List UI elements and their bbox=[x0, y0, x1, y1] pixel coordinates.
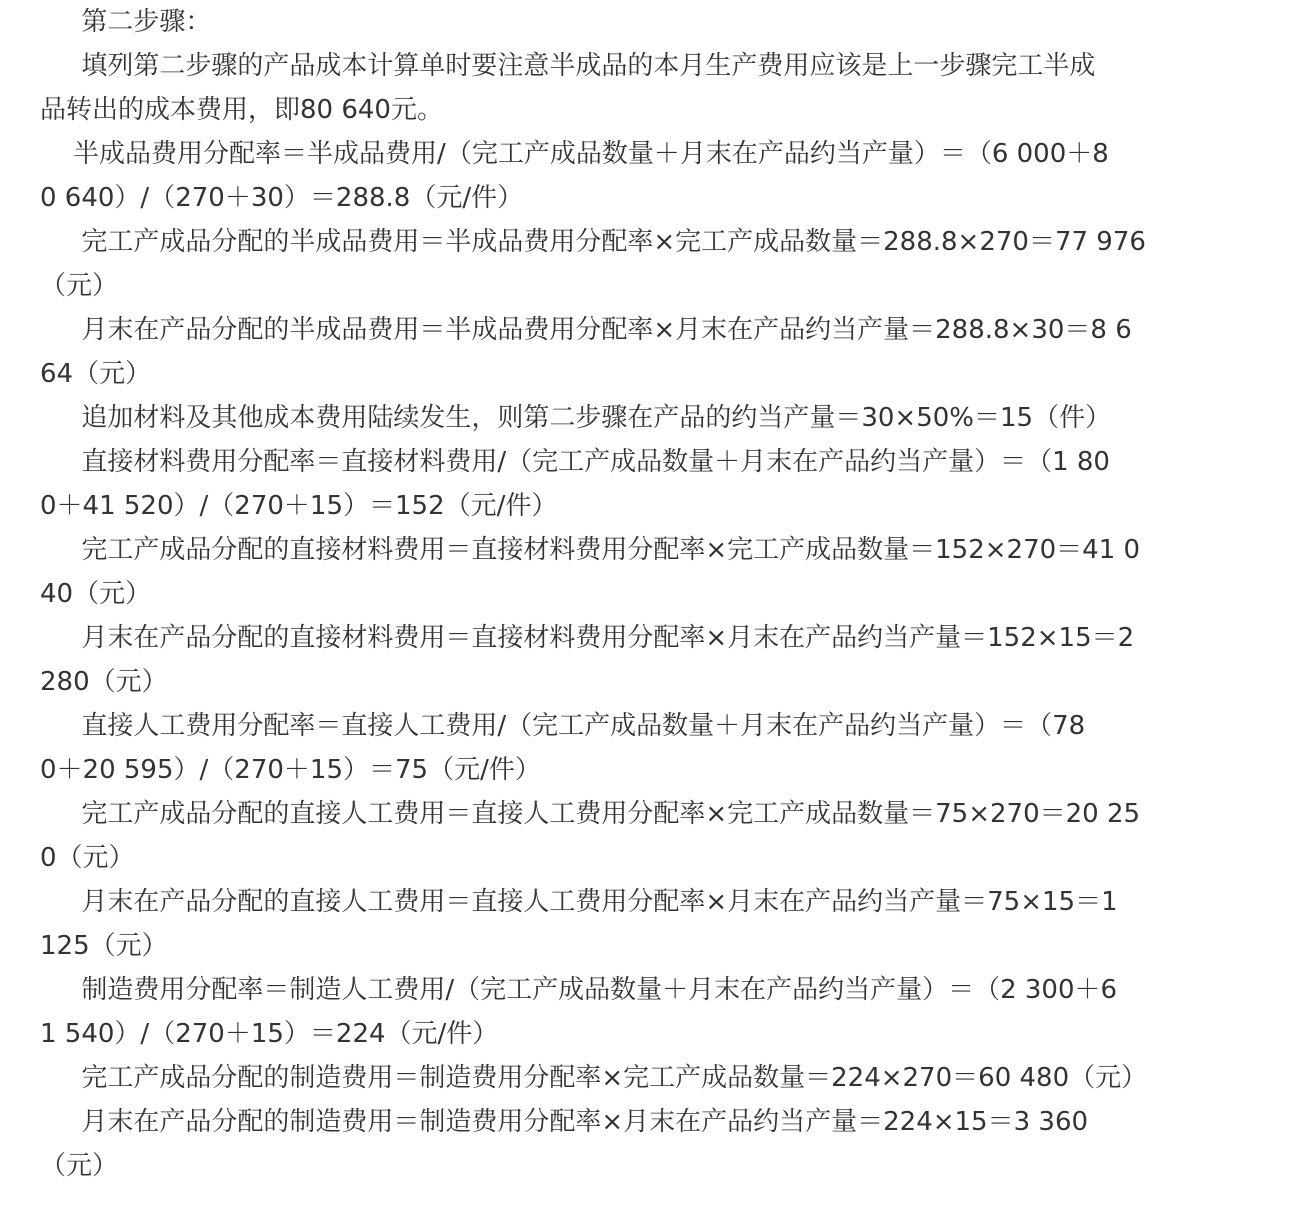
text-line: 第二步骤： bbox=[40, 7, 212, 37]
text-line: 1 540）/（270＋15）＝224（元/件） bbox=[40, 1019, 499, 1049]
text-line: 125（元） bbox=[40, 931, 168, 961]
text-line: 月末在产品分配的制造费用＝制造费用分配率×月末在产品约当产量＝224×15＝3 360 bbox=[40, 1107, 1089, 1137]
text-line: 完工产成品分配的半成品费用＝半成品费用分配率×完工产成品数量＝288.8×270＝77 976 bbox=[40, 227, 1146, 257]
text-line: 填列第二步骤的产品成本计算单时要注意半成品的本月生产费用应该是上一步骤完工半成 bbox=[40, 51, 1096, 81]
text-line: 完工产成品分配的制造费用＝制造费用分配率×完工产成品数量＝224×270＝60 480（元） bbox=[40, 1063, 1148, 1093]
text-line: 0 640）/（270＋30）＝288.8（元/件） bbox=[40, 183, 524, 213]
text-line: 追加材料及其他成本费用陆续发生，则第二步骤在产品的约当产量＝30×50%＝15（件） bbox=[40, 403, 1112, 433]
text-line: 直接人工费用分配率＝直接人工费用/（完工产成品数量＋月末在产品约当产量）＝（78 bbox=[40, 711, 1086, 741]
text-line: 月末在产品分配的直接材料费用＝直接材料费用分配率×月末在产品约当产量＝152×15＝2 bbox=[40, 623, 1135, 653]
text-line: 月末在产品分配的直接人工费用＝直接人工费用分配率×月末在产品约当产量＝75×15＝1 bbox=[40, 887, 1118, 917]
document-body bbox=[40, 0, 1210, 1188]
text-line: 完工产成品分配的直接材料费用＝直接材料费用分配率×完工产成品数量＝152×270＝41 0 bbox=[40, 535, 1141, 565]
text-line: 0＋20 595）/（270＋15）＝75（元/件） bbox=[40, 755, 541, 785]
text-line: （元） bbox=[40, 271, 119, 301]
text-line: 40（元） bbox=[40, 579, 152, 609]
text-line: 280（元） bbox=[40, 667, 168, 697]
text-line: 直接材料费用分配率＝直接材料费用/（完工产成品数量＋月末在产品约当产量）＝（1 80 bbox=[40, 447, 1110, 477]
text-line: 半成品费用分配率＝半成品费用/（完工产成品数量＋月末在产品约当产量）＝（6 000＋8 bbox=[40, 139, 1109, 169]
text-line: （元） bbox=[40, 1151, 119, 1181]
text-line: 品转出的成本费用，即80 640元。 bbox=[40, 95, 443, 125]
text-line: 64（元） bbox=[40, 359, 152, 389]
text-line: 完工产成品分配的直接人工费用＝直接人工费用分配率×完工产成品数量＝75×270＝20 25 bbox=[40, 799, 1141, 829]
text-line: 0（元） bbox=[40, 843, 135, 873]
text-line: 月末在产品分配的半成品费用＝半成品费用分配率×月末在产品约当产量＝288.8×30＝8 6 bbox=[40, 315, 1132, 345]
text-line: 0＋41 520）/（270＋15）＝152（元/件） bbox=[40, 491, 558, 521]
text-line: 制造费用分配率＝制造人工费用/（完工产成品数量＋月末在产品约当产量）＝（2 300＋6 bbox=[40, 975, 1118, 1005]
